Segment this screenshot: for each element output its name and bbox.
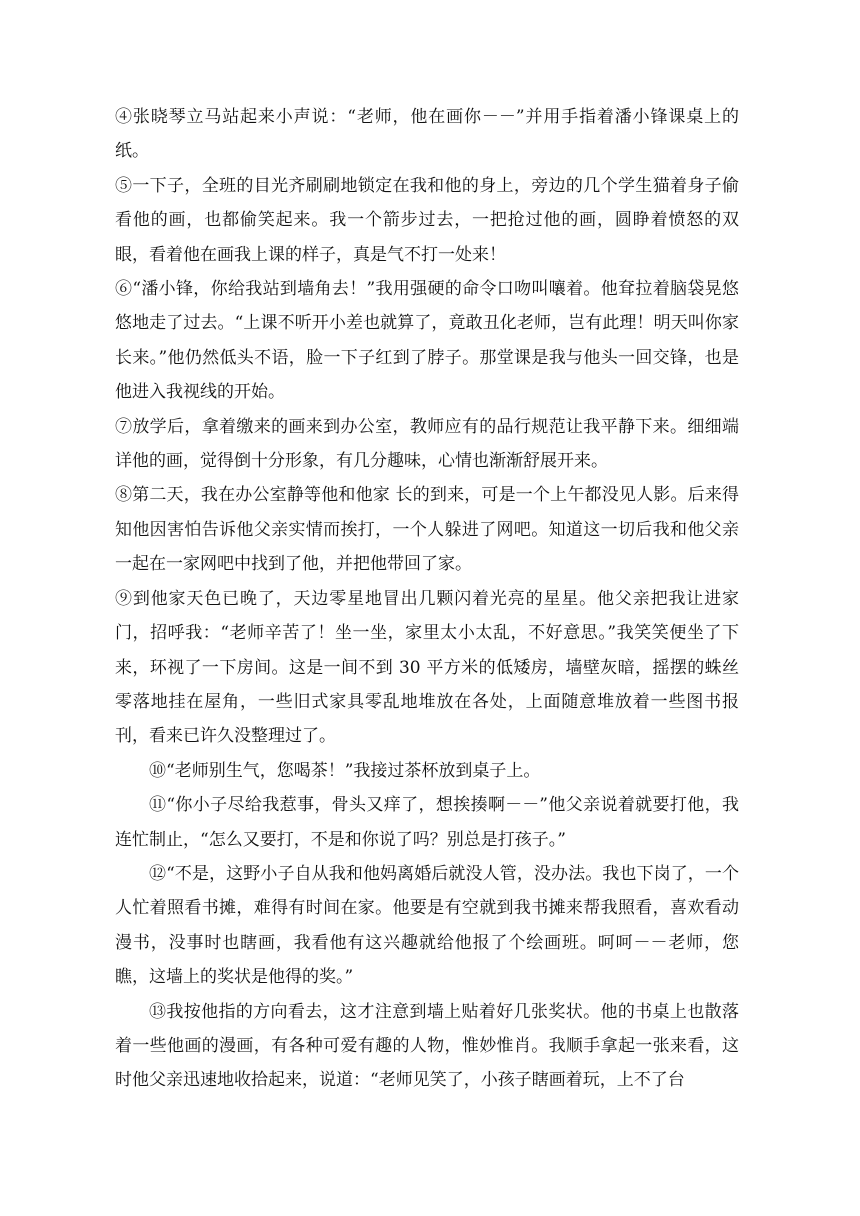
article-body bbox=[115, 100, 739, 1098]
paragraph-7: ⑦放学后，拿着缴来的画来到办公室，教师应有的品行规范让我平静下来。细细端详他的画，觉得倒十分形象，有几分趣味，心情也渐渐舒展开来。 bbox=[115, 416, 739, 472]
paragraph-12: ⑫“不是，这野小子自从我和他妈离婚后就没人管，没办法。我也下岗了，一个人忙着照看书摊，难得有时间在家。他要是有空就到我书摊来帮我照看，喜欢看动漫书，没事时也瞎画，我看他有这兴趣就给他报了个绘画班。呵呵－－老师，您瞧，这墙上的奖状是他得的奖。” bbox=[115, 863, 739, 988]
paragraph-10: ⑩“老师别生气，您喝茶！”我接过茶杯放到桌子上。 bbox=[149, 760, 541, 781]
paragraph-11: ⑪“你小子尽给我惹事，骨头又痒了，想挨揍啊－－”他父亲说着就要打他，我连忙制止，“怎么又要打，不是和你说了吗？别总是打孩子。” bbox=[115, 795, 739, 850]
paragraph-4: ④张晓琴立马站起来小声说：“老师，他在画你－－”并用手指着潘小锋课桌上的纸。 bbox=[115, 107, 739, 162]
paragraph-5: ⑤一下子，全班的目光齐刷刷地锁定在我和他的身上，旁边的几个学生猫着身子偷看他的画，也都偷笑起来。我一个箭步过去，一把抢过他的画，圆睁着愤怒的双眼，看着他在画我上课的样子，真是气不打一处来！ bbox=[115, 175, 739, 265]
paragraph-6: ⑥“潘小锋，你给我站到墙角去！”我用强硬的命令口吻叫嚷着。他耷拉着脑袋晃悠悠地走了过去。“上课不听开小差也就算了，竟敢丑化老师，岂有此理！明天叫你家长来。”他仍然低头不语，脸一下子红到了脖子。那堂课是我与他头一回交锋，也是他进入我视线的开始。 bbox=[115, 279, 739, 403]
paragraph-8: ⑧第二天，我在办公室静等他和他家 长的到来，可是一个上午都没见人影。后来得知他因害怕告诉他父亲实情而挨打，一个人躲进了网吧。知道这一切后我和他父亲一起在一家网吧中找到了他，并把他带回了家。 bbox=[115, 485, 739, 575]
paragraph-13: ⑬我按他指的方向看去，这才注意到墙上贴着好几张奖状。他的书桌上也散落着一些他画的漫画，有各种可爱有趣的人物，惟妙惟肖。我顺手拿起一张来看，这时他父亲迅速地收拾起来，说道：“老师见笑了，小孩子瞎画着玩，上不了台 bbox=[115, 1001, 739, 1091]
paragraph-9: ⑨到他家天色已晚了，天边零星地冒出几颗闪着光亮的星星。他父亲把我让进家门，招呼我：“老师辛苦了！坐一坐，家里太小太乱，不好意思。”我笑笑便坐了下来，环视了一下房间。这是一间不到 30 平方米的低矮房，墙壁灰暗，摇摆的蛛丝零落地挂在屋角，一些旧式家具零乱地堆放在各处，上面随意堆放着一些图书报刊，看来已许久没整理过了。 bbox=[115, 588, 739, 747]
